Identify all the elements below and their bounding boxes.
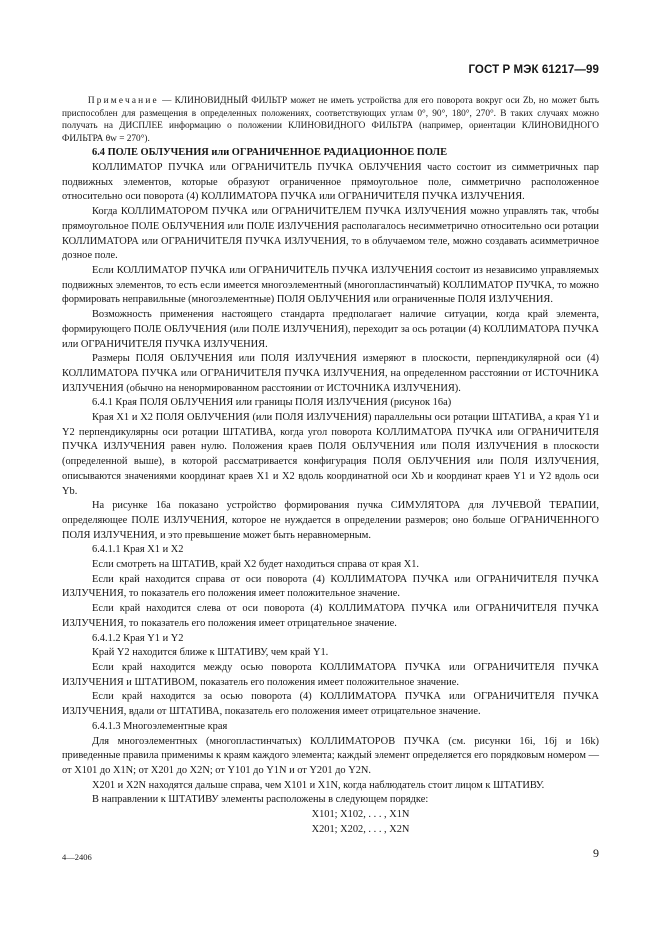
footer-code: 4—2406	[62, 852, 92, 862]
paragraph: Если край находится между осью поворота КОЛЛИМАТОРА ПУЧКА или ОГРАНИЧИТЕЛЯ ПУЧКА ИЗЛУЧЕНИЯ и ШТАТИВОМ, показатель его положения имеет положительное значение.	[62, 661, 599, 688]
subsection-heading: 6.4.1.1 Края X1 и X2	[92, 544, 184, 556]
paragraph: Когда КОЛЛИМАТОРОМ ПУЧКА или ОГРАНИЧИТЕЛЕМ ПУЧКА ИЗЛУЧЕНИЯ можно управлять так, чтобы прямоугольное ПОЛЕ ОБЛУЧЕНИЯ или ПОЛЕ ИЗЛУЧЕНИЯ располагалось несимметрично относительно оси ротации КОЛЛИМАТОРА или ОГРАНИЧИТЕЛЯ ПУЧКА ИЗЛУЧЕНИЯ, то в облучаемом теле, можно создавать асимметричное дозное поле.	[62, 206, 599, 262]
subsection-heading: 6.4.1.3 Многоэлементные края	[92, 720, 228, 732]
section-title: 6.4 ПОЛЕ ОБЛУЧЕНИЯ или ОГРАНИЧЕННОЕ РАДИАЦИОННОЕ ПОЛЕ	[92, 147, 448, 159]
paragraph: Размеры ПОЛЯ ОБЛУЧЕНИЯ или ПОЛЯ ИЗЛУЧЕНИЯ измеряют в плоскости, перпендикулярной оси (4) КОЛЛИМАТОРА ПУЧКА или ОГРАНИЧИТЕЛЯ ПУЧКА ИЗЛУЧЕНИЯ, на определенном расстоянии от ИСТОЧНИКА ИЗЛУЧЕНИЯ (обычно на ненормированном расстоянии от ИСТОЧНИКА ИЗЛУЧЕНИЯ).	[62, 353, 599, 394]
paragraph: Если КОЛЛИМАТОР ПУЧКА или ОГРАНИЧИТЕЛЬ ПУЧКА ИЗЛУЧЕНИЯ состоит из независимо управляемых подвижных элементов, то есть если имеется многоэлементный (многопластинчатый) КОЛЛИМАТОР ПУЧКА, то можно формировать неправильные (многоэлементные) ПОЛЯ ОБЛУЧЕНИЯ или ограниченные ПОЛЯ ИЗЛУЧЕНИЯ.	[62, 265, 599, 306]
paragraph: В направлении к ШТАТИВУ элементы расположены в следующем порядке:	[92, 794, 429, 806]
paragraph: Для многоэлементных (многопластинчатых) КОЛЛИМАТОРОВ ПУЧКА (см. рисунки 16i, 16j и 16k) приведенные правила применимы к краям каждого элемента; каждый элемент определяется его порядковым номером — от X101 до X1N; от X201 до X2N; от Y101 до Y1N и от Y201 до Y2N.	[62, 735, 599, 776]
note-paragraph	[62, 95, 599, 145]
paragraph: КОЛЛИМАТОР ПУЧКА или ОГРАНИЧИТЕЛЬ ПУЧКА ОБЛУЧЕНИЯ часто состоит из симметричных пар подвижных элементов, которые образуют ограниченное прямоугольное поле, симметрично расположенное относительно оси поворота (4) КОЛЛИМАТОРА ПУЧКА или ОГРАНИЧИТЕЛЯ ПУЧКА ИЗЛУЧЕНИЯ.	[62, 162, 599, 203]
paragraph: Края X1 и X2 ПОЛЯ ОБЛУЧЕНИЯ (или ПОЛЯ ИЗЛУЧЕНИЯ) параллельны оси ротации ШТАТИВА, а края Y1 и Y2 перпендикулярны оси ротации ШТАТИВА, когда угол поворота КОЛЛИМАТОРА ПУЧКА или ОГРАНИЧИТЕЛЯ ПУЧКА ИЗЛУЧЕНИЯ равен нулю. Положения краев ПОЛЯ ОБЛУЧЕНИЯ или ПОЛЯ ИЗЛУЧЕНИЯ в плоскости (определенной выше), в которой рассматривается конфигурация ПОЛЯ ОБЛУЧЕНИЯ или ПОЛЯ ИЗЛУЧЕНИЯ, описываются значениями координат краев X1 и X2 вдоль координатной оси Xb и координат краев Y1 и Y2 вдоль оси Yb.	[62, 412, 599, 497]
page-number: 9	[593, 846, 599, 860]
document-header: ГОСТ Р МЭК 61217—99	[468, 64, 599, 76]
sequence-line: X101; X102, . . . , X1N	[311, 809, 410, 821]
paragraph: Если смотреть на ШТАТИВ, край X2 будет находиться справа от края X1.	[92, 559, 419, 571]
paragraph: Возможность применения настоящего стандарта предполагает наличие ситуации, когда край элемента, формирующего ПОЛЕ ОБЛУЧЕНИЯ (или ПОЛЕ ИЗЛУЧЕНИЯ), переходит за ось ротации (4) КОЛЛИМАТОРА ПУЧКА или ОГРАНИЧИТЕЛЯ ПУЧКА ИЗЛУЧЕНИЯ.	[62, 309, 599, 350]
subsection-heading: 6.4.1.2 Края Y1 и Y2	[92, 632, 184, 644]
note-label: Примечание	[87, 96, 159, 106]
paragraph: X201 и X2N находятся дальше справа, чем X101 и X1N, когда наблюдатель стоит лицом к ШТАТИВУ.	[92, 779, 545, 791]
paragraph: Если край находится за осью поворота (4) КОЛЛИМАТОРА ПУЧКА или ОГРАНИЧИТЕЛЯ ПУЧКА ИЗЛУЧЕНИЯ, вдали от ШТАТИВА, показатель его положения имеет отрицательное значение.	[62, 691, 599, 718]
sequence-line: X201; X202, . . . , X2N	[311, 823, 410, 835]
paragraph: Если край находится справа от оси поворота (4) КОЛЛИМАТОРА ПУЧКА или ОГРАНИЧИТЕЛЯ ПУЧКА ИЗЛУЧЕНИЯ, то показатель его положения имеет положительное значение.	[62, 573, 599, 600]
paragraph: Край Y2 находится ближе к ШТАТИВУ, чем край Y1.	[92, 647, 329, 659]
document-body	[62, 92, 599, 837]
subsection-heading: 6.4.1 Края ПОЛЯ ОБЛУЧЕНИЯ или границы ПОЛЯ ИЗЛУЧЕНИЯ (рисунок 16а)	[92, 397, 452, 409]
note-text: — КЛИНОВИДНЫЙ ФИЛЬТР может не иметь устройства для его поворота вокруг оси Zb, но может быть приспособлен для размещения в определенных положениях, соответствующих углам 0°, 90°, 180°, 270°. В таких случаях можно получать на ДИСПЛЕЕ информацию о положении КЛИНОВИДНОГО ФИЛЬТРА (например, ориентации КЛИНОВИДНОГО ФИЛЬТРА θw = 270°).	[62, 96, 599, 144]
paragraph: На рисунке 16а показано устройство формирования пучка СИМУЛЯТОРА для ЛУЧЕВОЙ ТЕРАПИИ, определяющее ПОЛЕ ИЗЛУЧЕНИЯ, которое не нуждается в определении размеров; оно больше ОГРАНИЧЕННОГО ПОЛЯ ИЗЛУЧЕНИЯ, и это превышение может быть неравномерным.	[62, 500, 599, 541]
paragraph: Если край находится слева от оси поворота (4) КОЛЛИМАТОРА ПУЧКА или ОГРАНИЧИТЕЛЯ ПУЧКА ИЗЛУЧЕНИЯ, то показатель его положения имеет отрицательное значение.	[62, 603, 599, 629]
